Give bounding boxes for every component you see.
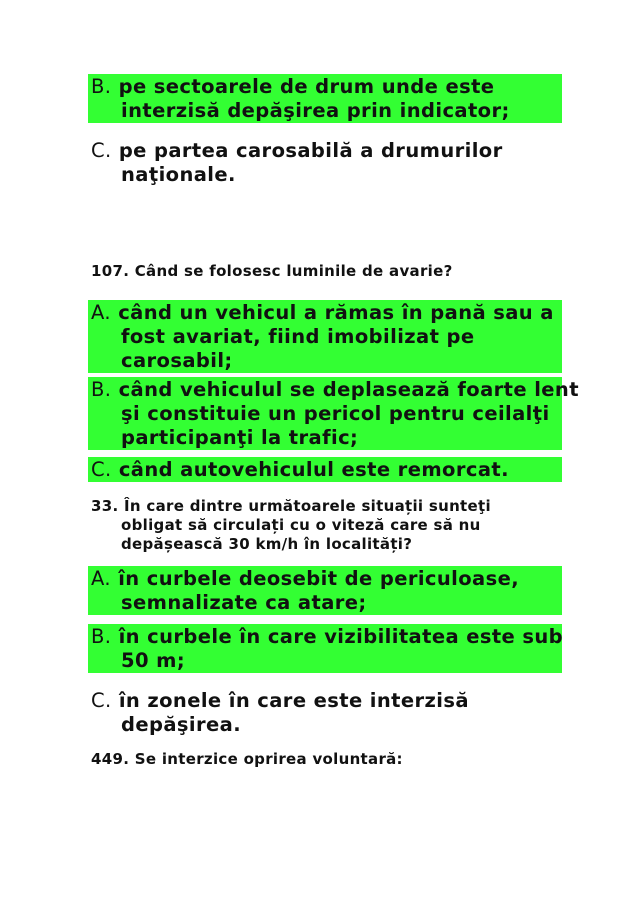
question-449 (88, 750, 562, 769)
answer-b-slow-vehicle (88, 377, 579, 450)
answer-c-national-roads (88, 138, 562, 187)
answer-letter: B. (91, 378, 112, 401)
question-number: 33. (91, 497, 119, 515)
answer-text-line: interzisă depăşirea prin indicator; (121, 99, 510, 122)
answer-text-line: fost avariat, fiind imobilizat pe (121, 325, 475, 348)
answer-letter: B. (91, 75, 112, 98)
answer-b-low-visibility (88, 624, 562, 673)
answer-text-line: în zonele în care este interzisă (118, 689, 469, 712)
question-text-line: Când se folosesc luminile de avarie? (134, 262, 453, 280)
question-text-line: depășească 30 km/h în localități? (121, 535, 413, 553)
answer-letter: A. (91, 567, 111, 590)
answer-text-line: participanţi la trafic; (121, 426, 359, 449)
question-text-line: obligat să circulați cu o viteză care să nu (121, 516, 481, 534)
answer-text-line: depăşirea. (121, 713, 242, 736)
answer-text-line: în curbele în care vizibilitatea este sub (118, 625, 564, 648)
answer-letter: C. (91, 139, 112, 162)
question-number: 107. (91, 262, 130, 280)
answer-text-line: când un vehicul a rămas în pană sau a (118, 301, 554, 324)
answer-text-line: în curbele deosebit de periculoase, (118, 567, 520, 590)
answer-text-line: naţionale. (121, 163, 236, 186)
answer-letter: B. (91, 625, 112, 648)
answer-c-no-overtaking (88, 688, 562, 737)
answer-text-line: 50 m; (121, 649, 186, 672)
answer-text-line: pe partea carosabilă a drumurilor (118, 139, 503, 162)
question-33 (88, 497, 562, 554)
answer-letter: C. (91, 458, 112, 481)
answer-text-line: când autovehiculul este remorcat. (118, 458, 509, 481)
question-text-line: În care dintre următoarele situații sunteţi (124, 497, 491, 515)
answer-a-dangerous-curves (88, 566, 562, 615)
answer-text-line: şi constituie un pericol pentru ceilalţi (121, 402, 550, 425)
answer-letter: A. (91, 301, 111, 324)
answer-text-line: când vehiculul se deplasează foarte lent (118, 378, 579, 401)
answer-c-towed (88, 457, 562, 482)
answer-text-line: pe sectoarele de drum unde este (118, 75, 495, 98)
answer-letter: C. (91, 689, 112, 712)
question-number: 449. (91, 750, 130, 768)
answer-text-line: semnalizate ca atare; (121, 591, 367, 614)
answer-b-sectors (88, 74, 562, 123)
question-107 (88, 262, 562, 281)
answer-text-line: carosabil; (121, 349, 233, 372)
question-text-line: Se interzice oprirea voluntară: (134, 750, 403, 768)
answer-a-breakdown (88, 300, 562, 373)
